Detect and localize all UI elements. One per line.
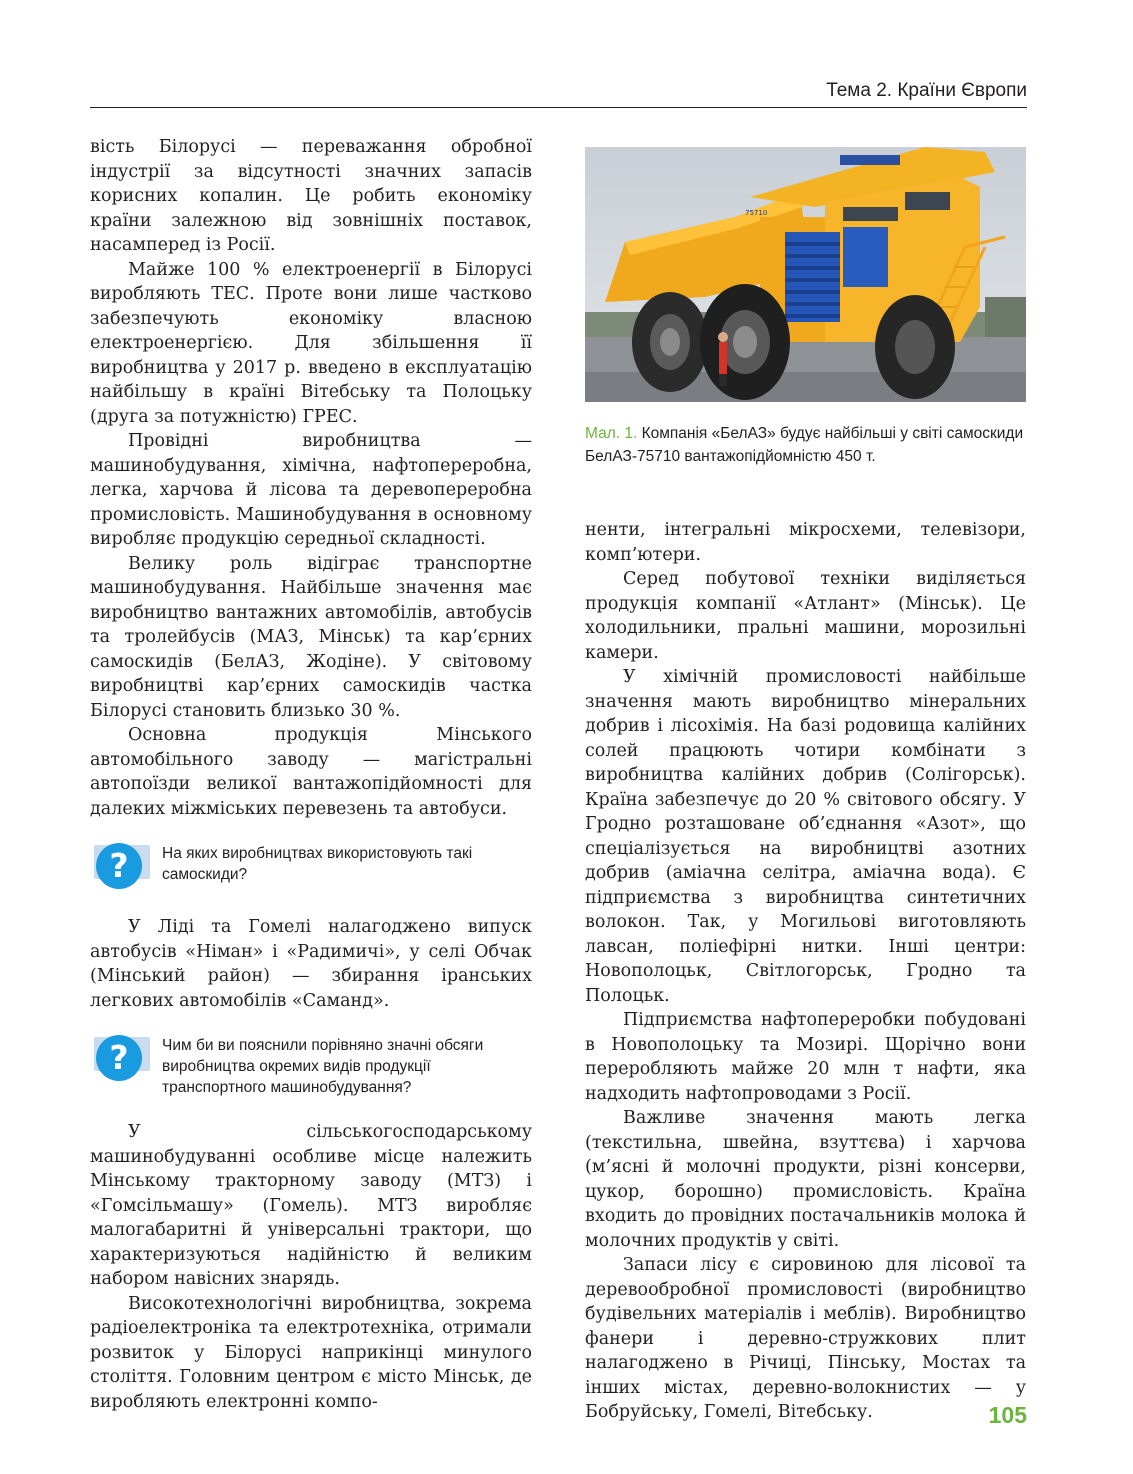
paragraph: Провідні виробництва — машинобудування, хімічна, нафтопереробна, легка, харчова й лісова та деревопереробна промисловість. Машинобудування в основному виробляє продукцію середньої складності. [90, 431, 532, 549]
question-icon: ? [90, 1035, 152, 1085]
paragraph: Серед побутової техніки виділяється продукція компанії «Атлант» (Мінськ). Це холодильники, пральні машини, морозильні камери. [585, 569, 1026, 663]
header-rule [90, 107, 1027, 108]
question-text: На яких виробництвах використовують такі самоскиди? [162, 845, 473, 883]
left-column [90, 135, 532, 1414]
paragraph: У сільськогосподарському машинобудуванні особливе місце належить Мінському тракторному заводу (МТЗ) і «Гомсільмашу» (Гомель). МТЗ виробляє малогабаритні й універсальні трактори, що характеризуються надійністю й великим набором навісних знарядь. [90, 1122, 532, 1289]
right-column [585, 518, 1026, 1425]
paragraph: вість Білорусі — переважання обробної індустрії за відсутності значних запасів корисних копалин. Це робить економіку країни залежною від зовнішніх поставок, насамперед із Росії. [90, 137, 532, 255]
paragraph: Велику роль відіграє транспортне машинобудування. Найбільше значення має виробництво вантажних автомобілів, автобусів та тролейбусів (МАЗ, Мінськ) та кар’єрних самоскидів (БелАЗ, Жодіне). У світовому виробництві кар’єрних самоскидів частка Білорусі становить близько 30 %. [90, 553, 532, 721]
question-icon: ? [90, 843, 152, 893]
figure-caption [585, 422, 1026, 468]
paragraph: Високотехнологічні виробництва, зокрема радіоелектроніка та електротехніка, отримали розвиток у Білорусі наприкінці минулого століття. Головним центром є місто Мінськ, де виробляють електронні компо- [90, 1293, 532, 1412]
belaz-truck-photo [585, 147, 1026, 402]
section-header: Тема 2. Країни Європи [826, 80, 1027, 101]
question-block [90, 1035, 532, 1098]
paragraph: Майже 100 % електроенергії в Білорусі виробляють ТЕС. Проте вони лише частково забезпечують економіку власною електроенергією. Для збільшення її виробництва у 2017 р. введено в експлуатацію найбільшу в країні Вітебську та Полоцьку (друга за потужністю) ГРЕС. [90, 259, 532, 427]
paragraph: ненти, інтегральні мікросхеми, телевізори, комп’ютери. [585, 520, 1026, 565]
page-number: 105 [988, 1402, 1027, 1428]
paragraph: У хімічній промисловості найбільше значення мають виробництво мінеральних добрив і лісохімія. На базі родовища калійних солей працюють чотири комбінати з виробництва калійних добрив (Солігорськ). Країна забезпечує до 20 % світового обсягу. У Гродно розташоване об’єднання «Азот», що спеціалізується на виробництві азотних добрив (аміачна селітра, аміачна вода). Є підприємства з виробництва синтетичних волокон. Так, у Могильові виготовляють лавсан, поліефірні нитки. Інші центри: Новополоцьк, Світлогорськ, Гродно та Полоцьк. [585, 667, 1026, 1006]
paragraph: Запаси лісу є сировиною для лісової та деревообробної промисловості (виробництво будівельних матеріалів і меблів). Виробництво фанери і деревно-стружкових плит налагоджено в Річиці, Пінську, Мостах та інших містах, деревно-волокнистих — у Бобруйську, Гомелі, Вітебську. [585, 1255, 1026, 1422]
paragraph: Підприємства нафтопереробки побудовані в Новополоцьку та Мозирі. Щорічно вони переробляють майже 20 млн т нафти, яка надходить нафтопроводами з Росії. [585, 1010, 1026, 1104]
caption-text: Компанія «БелАЗ» будує найбільші у світі самоскиди БелАЗ-75710 вантажопідйомністю 450 т. [585, 425, 1024, 465]
caption-label: Мал. 1. [585, 425, 638, 442]
paragraph: Важливе значення мають легка (текстильна, швейна, взуттєва) і харчова (м’ясні й молочні продукти, різні консерви, цукор, борошно) промисловість. Країна входить до провідних постачальників молока й молочних продуктів у світі. [585, 1108, 1026, 1251]
question-text: Чим би ви пояснили порівняно значні обсяги виробництва окремих видів продукції транспортного машинобудування? [162, 1037, 484, 1096]
truck-number-label: 75710 [745, 209, 768, 217]
paragraph: Основна продукція Мінського автомобільного заводу — магістральні автопоїзди великої вантажопідйомності для далеких міжміських перевезень та автобуси. [90, 725, 532, 819]
question-block [90, 843, 532, 893]
paragraph: У Ліді та Гомелі налагоджено випуск автобусів «Німан» і «Радимичі», у селі Обчак (Мінський район) — збирання іранських легкових автомобілів «Саманд». [90, 917, 532, 1011]
